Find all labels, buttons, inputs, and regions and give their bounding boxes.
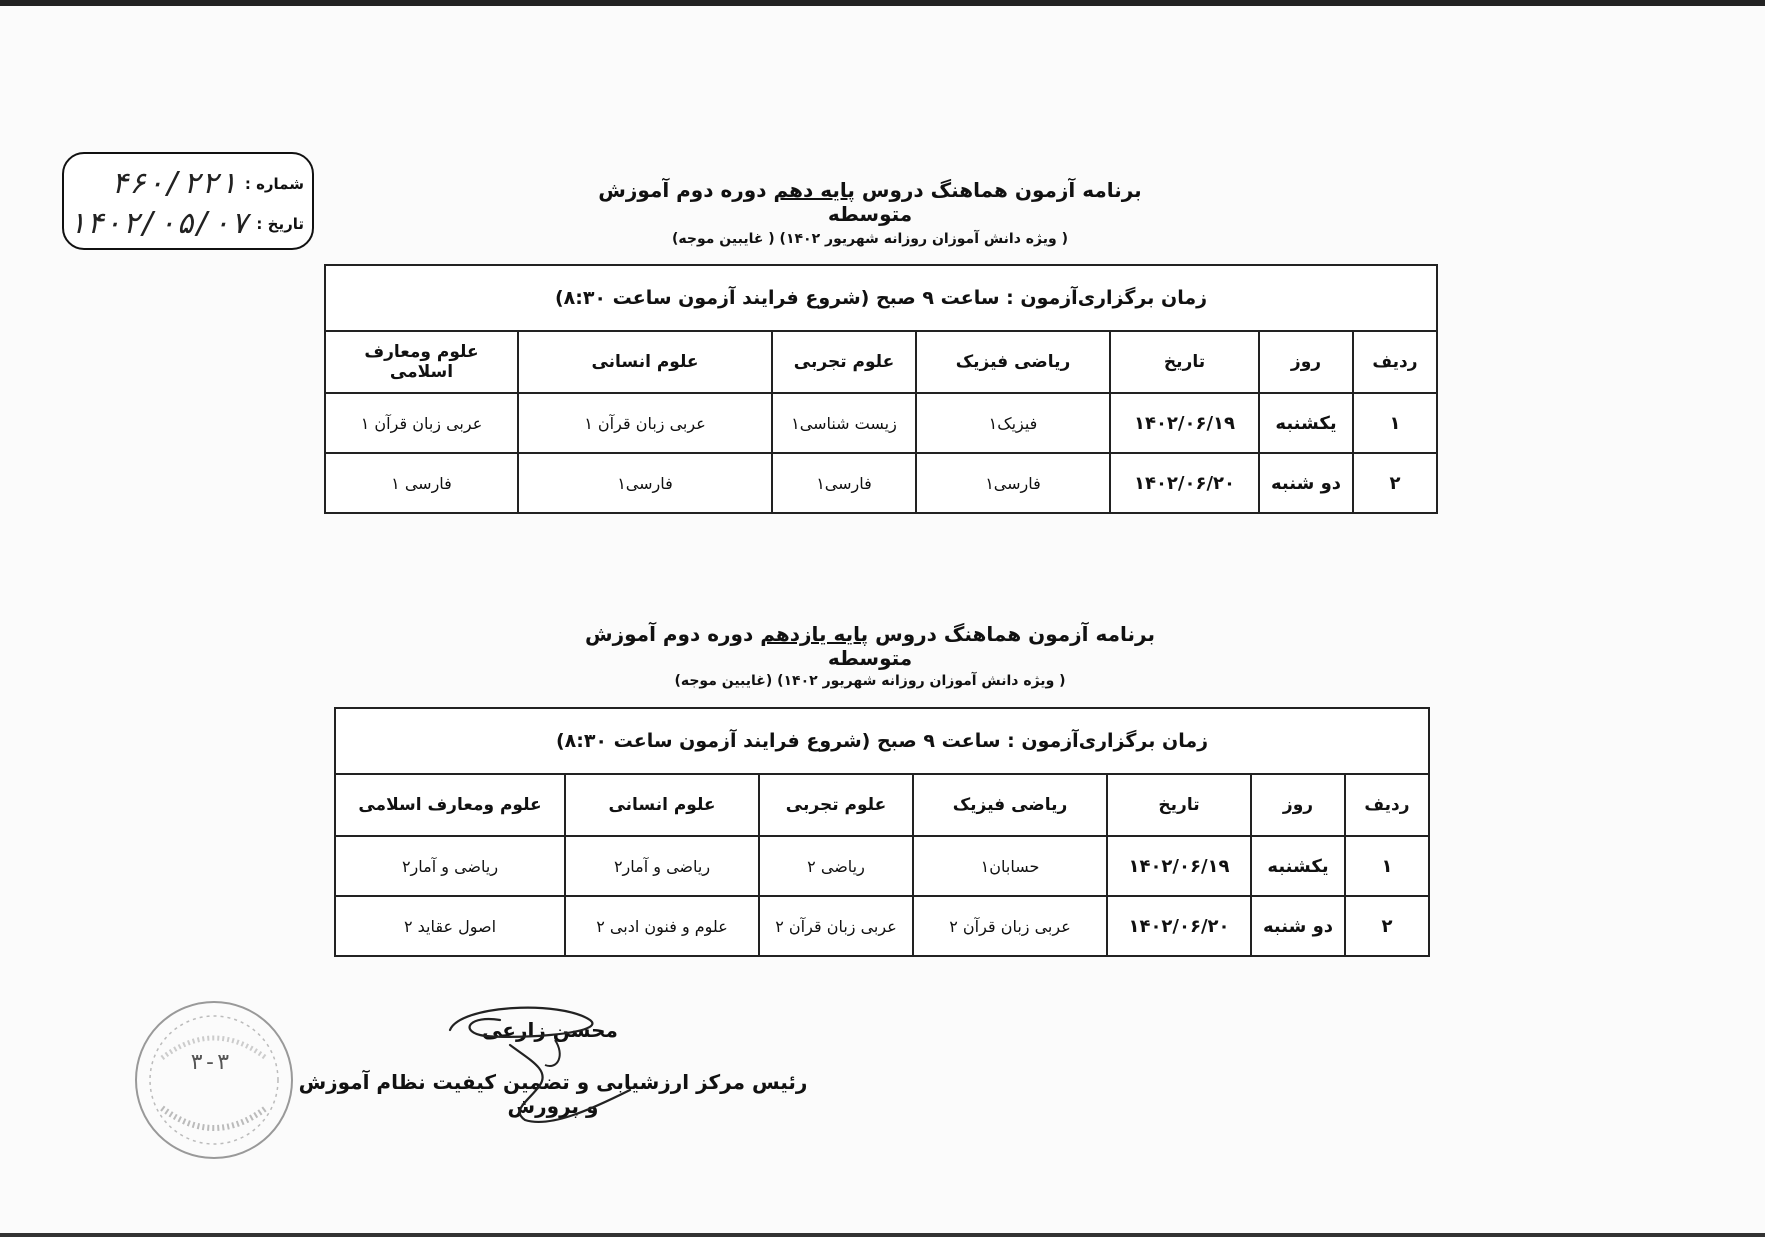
section1-title-pre: برنامه آزمون هماهنگ دروس <box>861 178 1142 202</box>
table-row <box>335 836 1429 896</box>
section2-subtitle: ( ویژه دانش آموزان روزانه شهریور ۱۴۰۲) (غایبین موجه) <box>674 673 1066 689</box>
col-islamic-sciences: علوم ومعارف اسلامی <box>335 774 565 836</box>
section1-exam-table <box>324 264 1438 514</box>
reference-box <box>62 152 314 250</box>
math-physics-cell: فارسی۱ <box>916 453 1110 513</box>
day-cell: یکشنبه <box>1259 393 1353 453</box>
section1-title-post: دوره دوم آموزش متوسطه <box>598 178 913 226</box>
section1-title-grade: پایه دهم <box>773 178 855 202</box>
islamic-cell: ریاضی و آمار۲ <box>335 836 565 896</box>
col-islamic-sciences: علوم ومعارف اسلامی <box>325 331 518 393</box>
table-row <box>325 453 1437 513</box>
section1-title <box>560 178 1180 226</box>
math-physics-cell: حسابان۱ <box>913 836 1107 896</box>
time-header: زمان برگزاری‌آزمون : ساعت ۹ صبح (شروع فرایند آزمون ساعت ۸:۳۰) <box>325 265 1437 331</box>
date-cell: ۱۴۰۲/۰۶/۱۹ <box>1110 393 1259 453</box>
day-cell: یکشنبه <box>1251 836 1345 896</box>
section2-title-grade: پایه یازدهم <box>760 622 869 646</box>
day-cell: دو شنبه <box>1259 453 1353 513</box>
scan-top-edge <box>0 0 1765 6</box>
math-physics-cell: عربی زبان قرآن ۲ <box>913 896 1107 956</box>
date-label: تاریخ : <box>256 214 304 233</box>
handwritten-signature <box>440 1000 640 1130</box>
col-humanities: علوم انسانی <box>565 774 759 836</box>
official-stamp <box>132 998 296 1162</box>
experimental-cell: ریاضی ۲ <box>759 836 913 896</box>
time-header-row <box>335 708 1429 774</box>
col-day: روز <box>1259 331 1353 393</box>
date-value: ۱۴۰۲/۰۵/۰۷ <box>67 206 249 241</box>
signatory-title: رئیس مرکز ارزشیابی و تضمین کیفیت نظام آموزش و پرورش <box>298 1070 808 1118</box>
col-experimental-sciences: علوم تجربی <box>759 774 913 836</box>
column-header-row <box>335 774 1429 836</box>
col-math-physics: ریاضی فیزیک <box>913 774 1107 836</box>
col-day: روز <box>1251 774 1345 836</box>
number-label: شماره : <box>244 174 304 193</box>
table-row <box>335 896 1429 956</box>
row-number: ۲ <box>1353 453 1437 513</box>
col-date: تاریخ <box>1107 774 1251 836</box>
col-experimental-sciences: علوم تجربی <box>772 331 916 393</box>
row-number: ۲ <box>1345 896 1429 956</box>
column-header-row <box>325 331 1437 393</box>
experimental-cell: عربی زبان قرآن ۲ <box>759 896 913 956</box>
reference-date-row <box>68 206 304 241</box>
section2-title-post: دوره دوم آموزش متوسطه <box>585 622 913 670</box>
col-row-number: ردیف <box>1345 774 1429 836</box>
math-physics-cell: فیزیک۱ <box>916 393 1110 453</box>
date-cell: ۱۴۰۲/۰۶/۲۰ <box>1107 896 1251 956</box>
number-value: ۴۶۰/۲۲۱ <box>110 166 237 201</box>
stamp-number: ۳-۳ <box>190 1050 230 1075</box>
section2-title <box>560 622 1180 670</box>
islamic-cell: اصول عقاید ۲ <box>335 896 565 956</box>
col-humanities: علوم انسانی <box>518 331 772 393</box>
scan-bottom-edge <box>0 1233 1765 1237</box>
signatory-name: محسن زارعی <box>482 1018 618 1042</box>
experimental-cell: زیست شناسی۱ <box>772 393 916 453</box>
time-header: زمان برگزاری‌آزمون : ساعت ۹ صبح (شروع فرایند آزمون ساعت ۸:۳۰) <box>335 708 1429 774</box>
section2-title-pre: برنامه آزمون هماهنگ دروس <box>875 622 1155 646</box>
reference-number-row <box>110 166 304 201</box>
col-date: تاریخ <box>1110 331 1259 393</box>
date-cell: ۱۴۰۲/۰۶/۱۹ <box>1107 836 1251 896</box>
islamic-cell: فارسی ۱ <box>325 453 518 513</box>
section2-exam-table <box>334 707 1430 957</box>
humanities-cell: عربی زبان قرآن ۱ <box>518 393 772 453</box>
date-cell: ۱۴۰۲/۰۶/۲۰ <box>1110 453 1259 513</box>
section1-subtitle: ( ویژه دانش آموزان روزانه شهریور ۱۴۰۲) ( غایبین موجه) <box>672 231 1068 247</box>
islamic-cell: عربی زبان قرآن ۱ <box>325 393 518 453</box>
row-number: ۱ <box>1345 836 1429 896</box>
humanities-cell: علوم و فنون ادبی ۲ <box>565 896 759 956</box>
table-row <box>325 393 1437 453</box>
experimental-cell: فارسی۱ <box>772 453 916 513</box>
day-cell: دو شنبه <box>1251 896 1345 956</box>
col-math-physics: ریاضی فیزیک <box>916 331 1110 393</box>
humanities-cell: ریاضی و آمار۲ <box>565 836 759 896</box>
col-row-number: ردیف <box>1353 331 1437 393</box>
row-number: ۱ <box>1353 393 1437 453</box>
humanities-cell: فارسی۱ <box>518 453 772 513</box>
time-header-row <box>325 265 1437 331</box>
